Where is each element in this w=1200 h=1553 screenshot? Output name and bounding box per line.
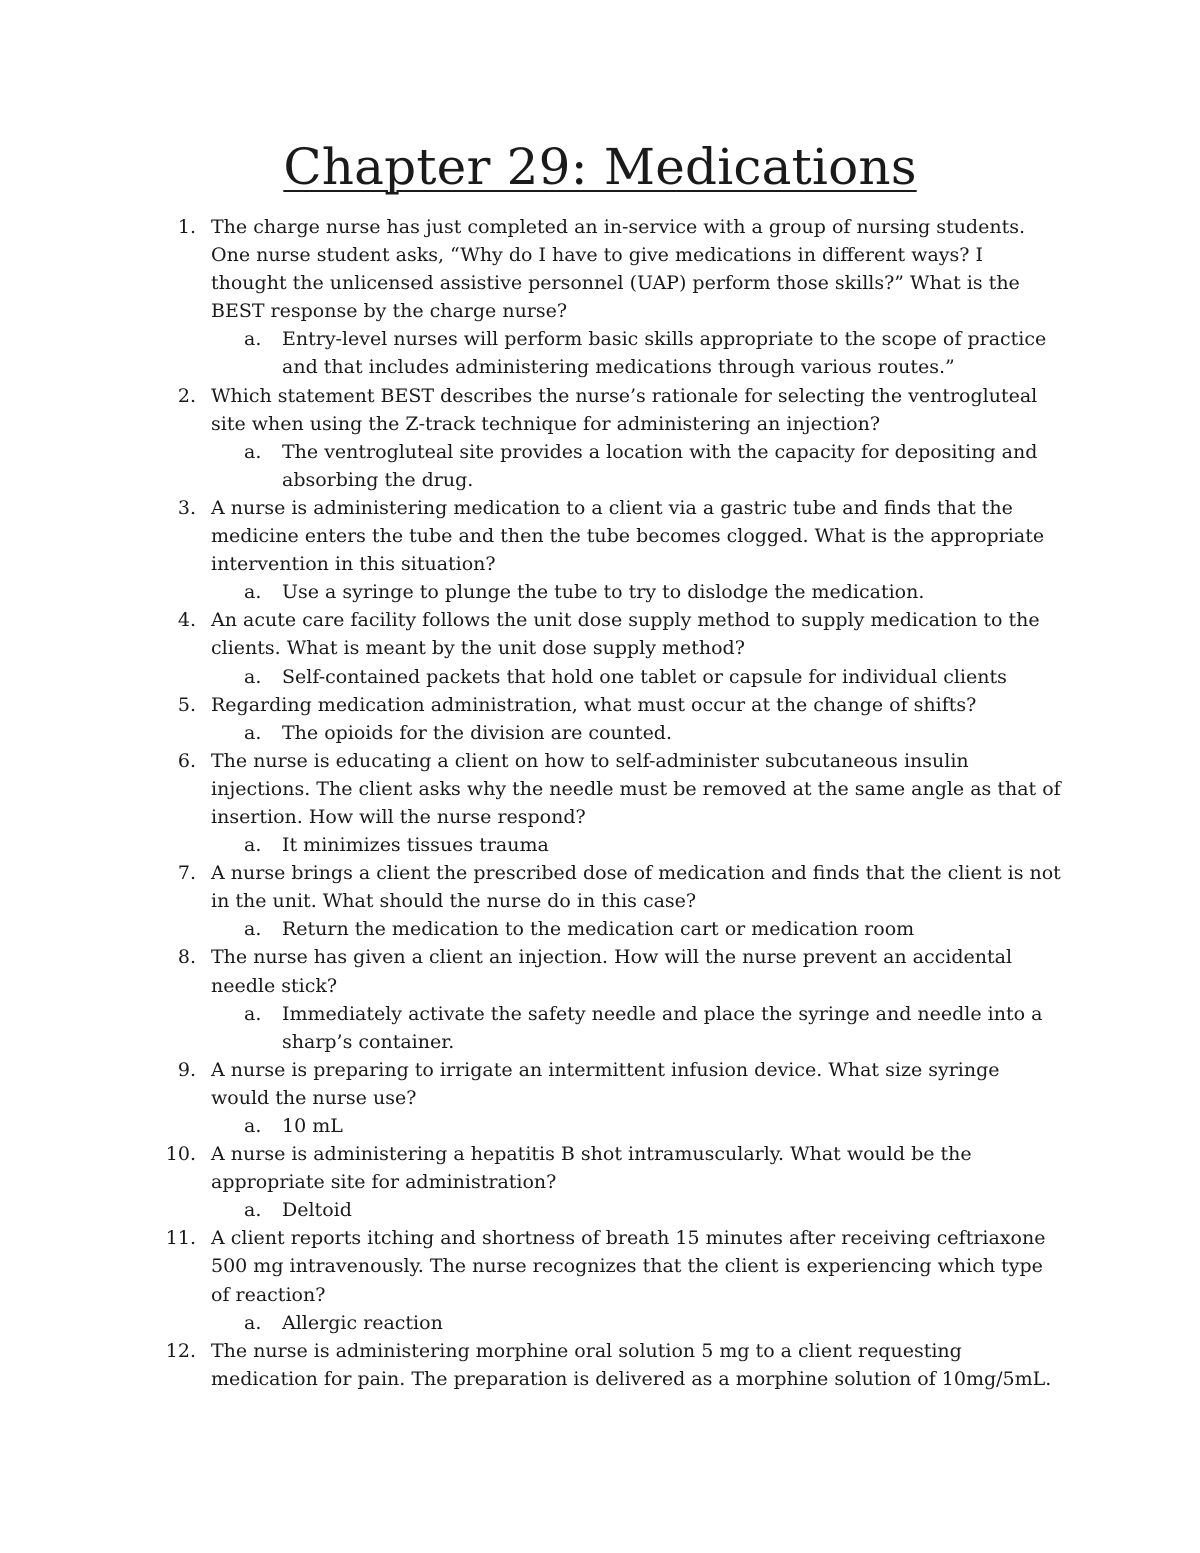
- question-text: The nurse has given a client an injection. How will the nurse prevent an accidental needle stick?: [211, 946, 1013, 997]
- answer: [0, 578, 1200, 606]
- question-list: [0, 213, 1200, 1393]
- question-item-5: [0, 691, 1200, 747]
- answer-letter: a.: [244, 1002, 262, 1025]
- answer-text: It minimizes tissues trauma: [282, 834, 549, 857]
- answer: [0, 915, 1200, 943]
- question-text: A nurse is preparing to irrigate an intermittent infusion device. What size syringe would the nurse use?: [211, 1058, 1000, 1109]
- question-text: Regarding medication administration, what must occur at the change of shifts?: [211, 693, 977, 716]
- answer-letter: a.: [244, 1199, 262, 1222]
- question-item-11: [0, 1224, 1200, 1336]
- answer: [0, 831, 1200, 859]
- question-number: 2.: [177, 384, 196, 407]
- answer-letter: a.: [244, 721, 262, 744]
- answer: [0, 663, 1200, 691]
- answer: [0, 438, 1200, 494]
- question-item-10: [0, 1140, 1200, 1224]
- answer: [0, 325, 1200, 381]
- answer-letter: a.: [244, 1115, 262, 1137]
- question-text: A nurse brings a client the prescribed dose of medication and finds that the client is not in the unit. What should the nurse do in this case?: [211, 862, 1061, 913]
- answer: [0, 719, 1200, 747]
- answer-text: Self-contained packets that hold one tablet or capsule for individual clients: [282, 665, 1007, 688]
- question-item-2: [0, 382, 1200, 494]
- page-title: Chapter 29: Medications: [283, 138, 917, 196]
- answer-text: Use a syringe to plunge the tube to try to dislodge the medication.: [282, 581, 925, 604]
- question-number: 1.: [177, 216, 196, 238]
- answer-letter: a.: [244, 1311, 262, 1334]
- answer: [0, 1112, 1200, 1140]
- question-item-3: [0, 494, 1200, 606]
- answer: [0, 1196, 1200, 1224]
- question-item-6: [0, 747, 1200, 859]
- answer-text: Immediately activate the safety needle and place the syringe and needle into a sharp’s container.: [282, 1002, 1043, 1053]
- question-item-7: [0, 859, 1200, 943]
- question-number: 3.: [177, 496, 196, 519]
- question-number: 6.: [177, 749, 196, 772]
- answer-letter: a.: [244, 581, 262, 604]
- question-number: 5.: [177, 693, 196, 716]
- question-text: An acute care facility follows the unit dose supply method to supply medication to the clients. What is meant by the unit dose supply method?: [211, 609, 1040, 660]
- question-number: 4.: [177, 609, 196, 632]
- question-number: 8.: [177, 946, 196, 969]
- question-item-4: [0, 606, 1200, 690]
- question-item-1: [0, 213, 1200, 382]
- question-item-8: [0, 943, 1200, 1055]
- question-number: 7.: [177, 862, 196, 885]
- answer: [0, 1309, 1200, 1337]
- answer-letter: a.: [244, 918, 262, 941]
- answer-text: The opioids for the division are counted.: [282, 721, 673, 744]
- answer-text: Deltoid: [282, 1199, 352, 1222]
- question-text: A client reports itching and shortness of breath 15 minutes after receiving ceftriaxone 500 mg intravenously. The nurse recognizes that the client is experiencing which type of reaction?: [211, 1227, 1046, 1306]
- answer: [0, 1000, 1200, 1056]
- question-text: The nurse is educating a client on how to self-administer subcutaneous insulin injections. The client asks why the needle must be removed at the same angle as that of insertion. How will the nurse respond?: [211, 749, 1061, 828]
- question-text: A nurse is administering medication to a client via a gastric tube and finds that the medicine enters the tube and then the tube becomes clogged. What is the appropriate intervention in this situation?: [211, 496, 1045, 576]
- question-text: The charge nurse has just completed an in-service with a group of nursing students. One nurse student asks, “Why do I have to give medications in different ways? I thought the unlicensed assistive personnel (UAP) perform those skills?” What is the BEST response by the charge nurse?: [211, 216, 1026, 323]
- question-text: Which statement BEST describes the nurse’s rationale for selecting the ventrogluteal site when using the Z-track technique for administering an injection?: [211, 384, 1038, 435]
- answer-letter: a.: [244, 665, 262, 688]
- answer-text: The ventrogluteal site provides a location with the capacity for depositing and absorbing the drug.: [282, 440, 1038, 491]
- answer-text: 10 mL: [282, 1115, 343, 1137]
- answer-letter: a.: [244, 328, 262, 351]
- answer-text: Return the medication to the medication cart or medication room: [282, 918, 915, 941]
- question-number: 9.: [177, 1058, 196, 1081]
- question-item-9: [0, 1056, 1200, 1140]
- question-text: The nurse is administering morphine oral solution 5 mg to a client requesting medication for pain. The preparation is delivered as a morphine solution of 10mg/5mL.: [211, 1339, 1052, 1390]
- answer-text: Allergic reaction: [282, 1311, 443, 1334]
- question-text: A nurse is administering a hepatitis B shot intramuscularly. What would be the appropriate site for administration?: [211, 1143, 972, 1194]
- answer-text: Entry-level nurses will perform basic skills appropriate to the scope of practice and that includes administering medications through various routes.”: [282, 328, 1047, 379]
- answer-letter: a.: [244, 440, 262, 463]
- question-item-12: [0, 1337, 1200, 1393]
- question-number: 11.: [165, 1227, 196, 1250]
- question-number: 12.: [165, 1339, 196, 1362]
- answer-letter: a.: [244, 834, 262, 857]
- question-number: 10.: [165, 1143, 196, 1166]
